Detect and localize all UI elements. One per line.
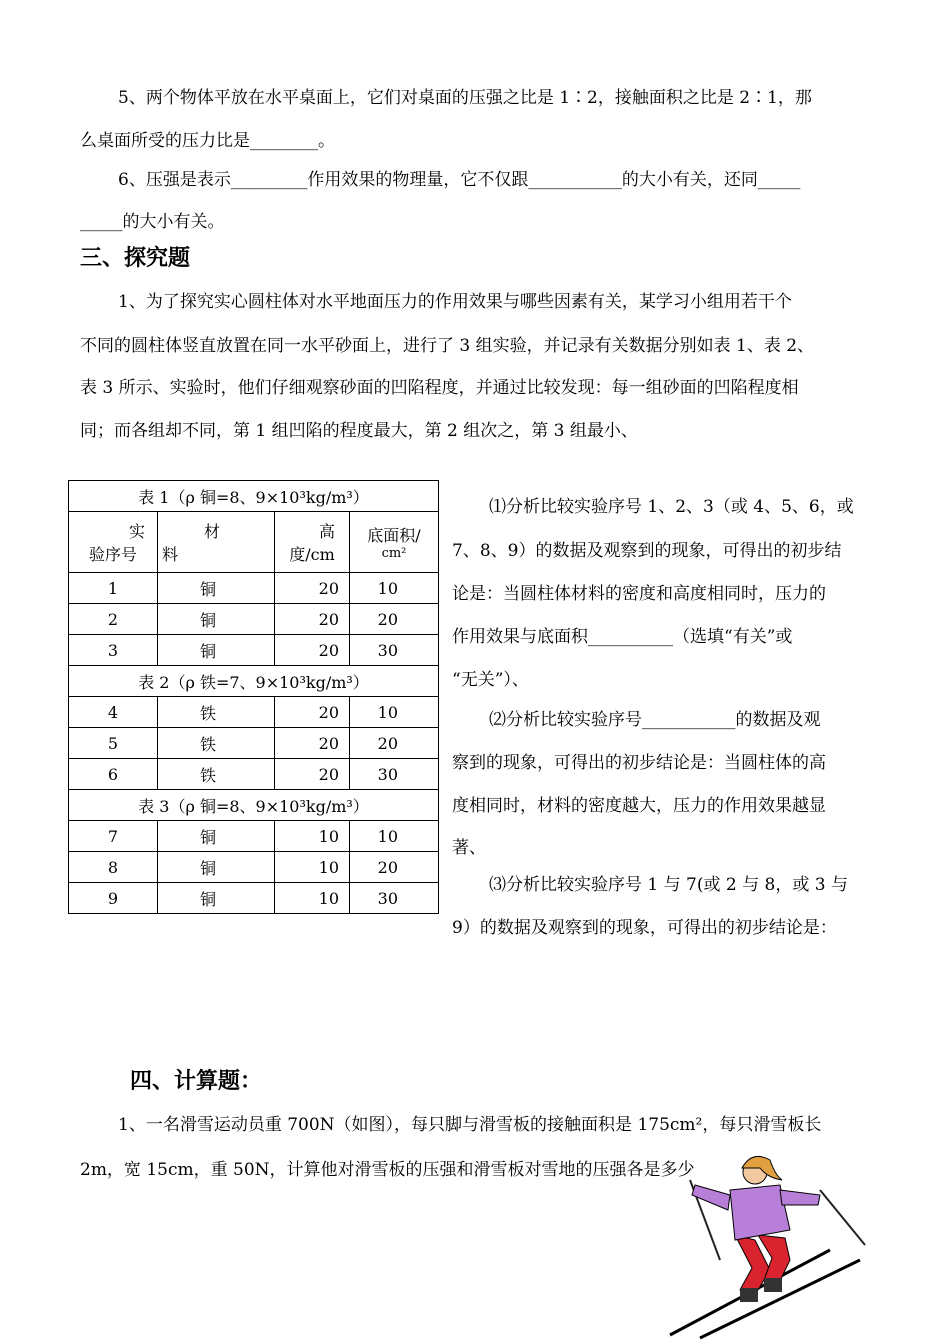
header-seq	[69, 512, 158, 573]
cell-material: 铜	[158, 635, 275, 666]
cell-seq: 9	[69, 883, 158, 914]
cell-height: 10	[275, 852, 350, 883]
cell-area: 20	[350, 852, 439, 883]
cell-height: 20	[275, 759, 350, 790]
header-seq-b: 验序号	[88, 545, 137, 564]
cell-area: 10	[350, 573, 439, 604]
cell-height: 20	[275, 573, 350, 604]
s3-q1-line4: 同；而各组却不同，第 1 组凹陷的程度最大，第 2 组次之，第 3 组最小、	[80, 421, 638, 441]
analysis-l9: 著、	[452, 838, 486, 858]
cell-seq: 3	[69, 635, 158, 666]
cell-seq: 7	[69, 821, 158, 852]
q6-line1: 6、压强是表示_________作用效果的物理量，它不仅跟___________的大小有关，还同_____	[118, 170, 801, 190]
cell-material: 铁	[158, 728, 275, 759]
section3-title: 三、探究题	[80, 246, 191, 271]
cell-height: 20	[275, 635, 350, 666]
ski-pole-right	[820, 1190, 865, 1245]
analysis-l7: 察到的现象，可得出的初步结论是：当圆柱体的高	[452, 753, 826, 773]
q5-line2: 么桌面所受的压力比是________。	[80, 131, 335, 151]
table-row	[69, 573, 439, 604]
cell-area: 20	[350, 728, 439, 759]
table-row	[69, 821, 439, 852]
analysis-l4: 作用效果与底面积__________（选填“有关”或	[452, 627, 793, 647]
header-area-a: 底面积/	[367, 526, 421, 545]
table-caption-3: 表 3（ρ 铜=8、9×10³kg/m³）	[69, 790, 439, 821]
s4-q1-line2: 2m，宽 15cm，重 50N，计算他对滑雪板的压强和滑雪板对雪地的压强各是多少	[80, 1160, 695, 1180]
skier-arm-right	[780, 1190, 820, 1205]
cell-material: 铜	[158, 604, 275, 635]
cell-seq: 5	[69, 728, 158, 759]
header-height-a: 高	[318, 522, 335, 541]
table-row	[69, 635, 439, 666]
analysis-l6: ⑵分析比较实验序号___________的数据及观	[489, 710, 821, 730]
q5-line1: 5、两个物体平放在水平桌面上，它们对桌面的压强之比是 1∶2，接触面积之比是 2∶1，那	[118, 88, 812, 108]
cell-seq: 6	[69, 759, 158, 790]
cell-material: 铜	[158, 821, 275, 852]
analysis-l5: “无关”）、	[452, 670, 529, 690]
header-seq-a: 实	[128, 522, 145, 541]
analysis-l1: ⑴分析比较实验序号 1、2、3（或 4、5、6，或	[489, 497, 854, 517]
cell-area: 10	[350, 821, 439, 852]
cell-material: 铁	[158, 697, 275, 728]
table-row	[69, 728, 439, 759]
header-height-b: 度/cm	[289, 545, 335, 564]
skier-boot-left	[740, 1288, 758, 1302]
cell-material: 铁	[158, 759, 275, 790]
header-material-b: 料	[162, 545, 179, 564]
header-area-b: cm²	[381, 546, 407, 561]
table-row	[69, 883, 439, 914]
cell-area: 20	[350, 604, 439, 635]
experiment-table	[68, 480, 439, 914]
cell-seq: 2	[69, 604, 158, 635]
table-caption-1: 表 1（ρ 铜=8、9×10³kg/m³）	[69, 481, 439, 512]
skier-arm-left	[692, 1185, 730, 1210]
cell-seq: 1	[69, 573, 158, 604]
cell-height: 10	[275, 883, 350, 914]
cell-height: 20	[275, 697, 350, 728]
table-row	[69, 759, 439, 790]
header-area	[350, 512, 439, 573]
cell-area: 30	[350, 635, 439, 666]
cell-area: 30	[350, 883, 439, 914]
header-material	[158, 512, 275, 573]
cell-height: 20	[275, 728, 350, 759]
table-row	[69, 604, 439, 635]
section4-title: 四、计算题：	[130, 1069, 263, 1094]
cell-area: 30	[350, 759, 439, 790]
s3-q1-line2: 不同的圆柱体竖直放置在同一水平砂面上，进行了 3 组实验，并记录有关数据分别如表 1、表 2、	[80, 336, 815, 356]
skier-illustration	[660, 1150, 890, 1340]
header-height	[275, 512, 350, 573]
analysis-l10: ⑶分析比较实验序号 1 与 7(或 2 与 8，或 3 与	[489, 875, 848, 895]
cell-area: 10	[350, 697, 439, 728]
cell-height: 20	[275, 604, 350, 635]
s3-q1-line1: 1、为了探究实心圆柱体对水平地面压力的作用效果与哪些因素有关，某学习小组用若干个	[118, 292, 792, 312]
s4-q1-line1: 1、一名滑雪运动员重 700N（如图），每只脚与滑雪板的接触面积是 175cm²，每只滑雪板长	[118, 1115, 822, 1135]
analysis-l8: 度相同时，材料的密度越大，压力的作用效果越显	[452, 796, 826, 816]
cell-seq: 4	[69, 697, 158, 728]
analysis-l2: 7、8、9）的数据及观察到的现象，可得出的初步结	[452, 541, 842, 561]
skier-boot-right	[764, 1278, 782, 1292]
table-caption-2: 表 2（ρ 铁=7、9×10³kg/m³）	[69, 666, 439, 697]
analysis-l3: 论是：当圆柱体材料的密度和高度相同时，压力的	[452, 584, 826, 604]
cell-seq: 8	[69, 852, 158, 883]
table-row	[69, 697, 439, 728]
cell-material: 铜	[158, 883, 275, 914]
analysis-l11: 9）的数据及观察到的现象，可得出的初步结论是：	[452, 918, 837, 938]
s3-q1-line3: 表 3 所示、实验时，他们仔细观察砂面的凹陷程度，并通过比较发现：每一组砂面的凹陷程度相	[80, 378, 799, 398]
cell-height: 10	[275, 821, 350, 852]
cell-material: 铜	[158, 573, 275, 604]
header-material-a: 材	[204, 522, 221, 541]
table-row	[69, 852, 439, 883]
q6-line2: _____的大小有关。	[80, 212, 225, 232]
cell-material: 铜	[158, 852, 275, 883]
